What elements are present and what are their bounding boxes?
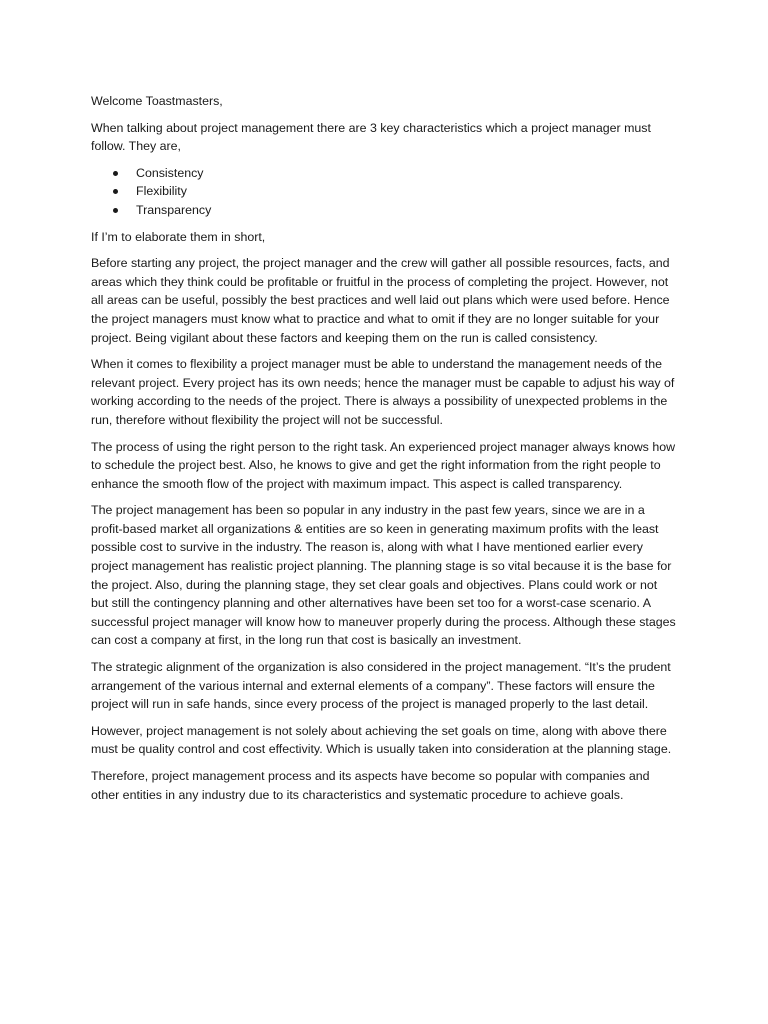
greeting: Welcome Toastmasters, (91, 94, 223, 108)
list-item (91, 201, 677, 220)
paragraph-strategic-alignment: The strategic alignment of the organization is also considered in the project management. “It’s the prudent arrangement of the various internal and external elements of a company”. These factors will ensure the project will run in safe hands, since every process of the project is managed properly to the last detail. (91, 660, 671, 712)
elaborate-line: If I’m to elaborate them in short, (91, 229, 266, 244)
paragraph-flexibility: When it comes to flexibility a project manager must be able to understand the management needs of the relevant project. Every project has its own needs; hence the manager must be capable to adjust his way of working according to the needs of the project. There is always a possibility of unexpected problems in the run, therefore without flexibility the project will not be successful. (91, 357, 675, 427)
bullet-icon (113, 171, 118, 176)
paragraph-consistency: Before starting any project, the project manager and the crew will gather all possible resources, facts, and areas which they think could be profitable or fruitful in the process of completing the project. However, not all areas can be useful, possibly the best practices and well laid out plans which were used before. Hence the project managers must know what to practice and what to omit if they are no longer suitable for your project. Being vigilant about these factors and keeping them on the run is called consistency. (91, 256, 670, 345)
intro-paragraph: When talking about project management there are 3 key characteristics which a project manager must follow. They are, (91, 120, 651, 154)
list-item-text: Consistency (136, 165, 204, 180)
list-item-text: Flexibility (136, 184, 187, 199)
document-body (91, 92, 677, 812)
list-item (91, 164, 677, 183)
list-item (91, 182, 677, 201)
paragraph-conclusion: Therefore, project management process and its aspects have become so popular with companies and other entities in any industry due to its characteristics and systematic procedure to achieve goals. (91, 769, 650, 802)
paragraph-quality-control: However, project management is not solely about achieving the set goals on time, along with above there must be quality control and cost effectivity. Which is usually taken into consideration at the planning stage. (91, 723, 672, 757)
characteristics-list (91, 164, 677, 220)
paragraph-popularity: The project management has been so popular in any industry in the past few years, since we are in a profit-based market all organizations & entities are so keen in generating maximum profits with the least possible cost to survive in the industry. The reason is, along with what I have mentioned earlier every project management has realistic project planning. The planning stage is so vital because it is the base for the project. Also, during the planning stage, they set clear goals and objectives. Plans could work or not but still the contingency planning and other alternatives have been set too for a worst-case scenario. A successful project manager will know how to maneuver properly during the process. Although these stages can cost a company at first, in the long run that cost is basically an investment. (91, 503, 676, 648)
bullet-icon (113, 208, 118, 213)
list-item-text: Transparency (136, 202, 212, 217)
bullet-icon (113, 189, 118, 194)
paragraph-transparency: The process of using the right person to the right task. An experienced project manager always knows how to schedule the project best. Also, he knows to give and get the right information from the right people to enhance the smooth flow of the project with maximum impact. This aspect is called transparency. (91, 439, 676, 491)
